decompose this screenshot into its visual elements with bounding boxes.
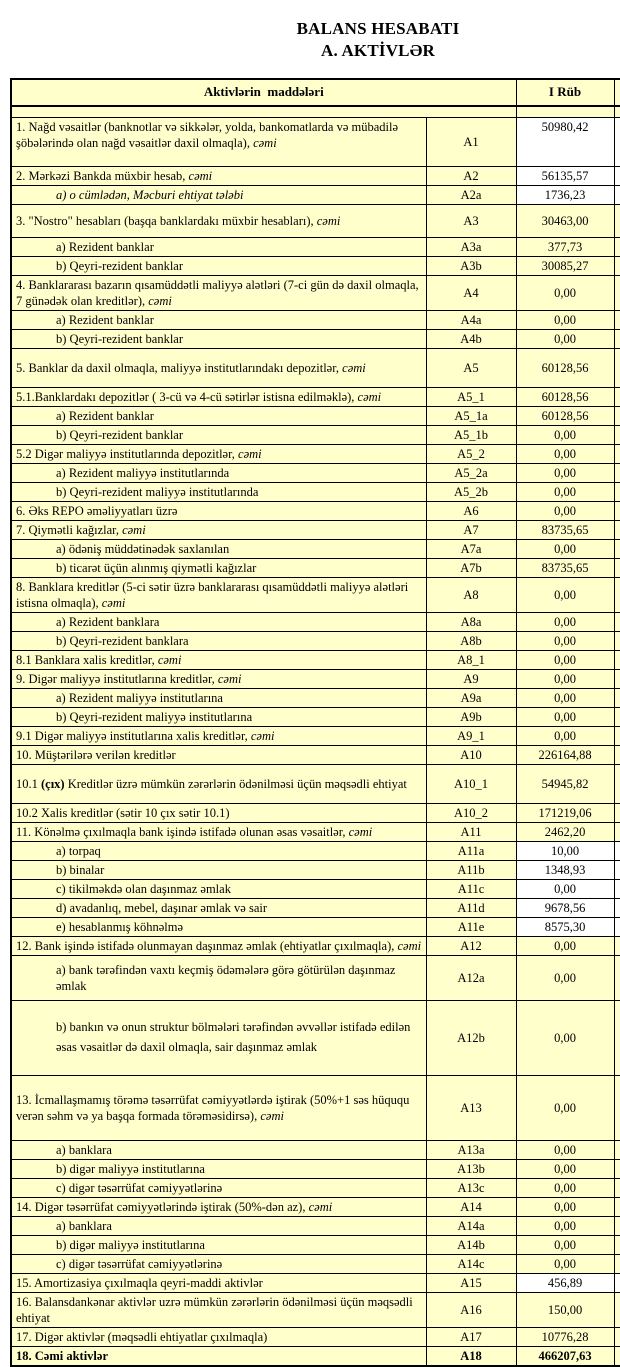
report-title-line1: BALANS HESABATI	[296, 19, 460, 38]
item-label: b) digər maliyyə institutlarına	[11, 1159, 426, 1178]
row-code: A7a	[426, 539, 516, 558]
item-label: 9.1 Digər maliyyə institutlarına xalis kreditlər, cəmi	[11, 726, 426, 745]
row-value: 0,00	[516, 482, 614, 501]
row-code: A11c	[426, 879, 516, 898]
next-period-cell-stub	[614, 558, 620, 577]
row-code: A11b	[426, 860, 516, 879]
header-next-period-stub	[614, 79, 620, 106]
item-label: 6. Əks REPO əməliyyatları üzrə	[11, 501, 426, 520]
table-row	[11, 1327, 620, 1346]
row-code: A8b	[426, 631, 516, 650]
row-value: 0,00	[516, 879, 614, 898]
spacer-cell	[614, 106, 620, 118]
table-row	[11, 822, 620, 841]
next-period-cell-stub	[614, 822, 620, 841]
row-code: A11e	[426, 917, 516, 936]
row-code: A5_2b	[426, 482, 516, 501]
next-period-cell-stub	[614, 275, 620, 310]
row-value: 0,00	[516, 707, 614, 726]
next-period-cell-stub	[614, 631, 620, 650]
row-value: 0,00	[516, 726, 614, 745]
table-row	[11, 707, 620, 726]
table-row	[11, 860, 620, 879]
item-label: a) Rezident banklar	[11, 237, 426, 256]
next-period-cell-stub	[614, 803, 620, 822]
row-code: A3b	[426, 256, 516, 275]
next-period-cell-stub	[614, 256, 620, 275]
next-period-cell-stub	[614, 204, 620, 237]
report-title	[0, 18, 620, 62]
table-row	[11, 558, 620, 577]
next-period-cell-stub	[614, 936, 620, 955]
row-code: A16	[426, 1292, 516, 1327]
item-label: a) banklara	[11, 1216, 426, 1235]
next-period-cell-stub	[614, 501, 620, 520]
table-row	[11, 955, 620, 1000]
row-value: 0,00	[516, 1075, 614, 1140]
row-value: 0,00	[516, 669, 614, 688]
row-code: A7	[426, 520, 516, 539]
row-value: 83735,65	[516, 558, 614, 577]
table-row	[11, 612, 620, 631]
row-value: 8575,30	[516, 917, 614, 936]
row-value: 50980,42	[516, 117, 614, 166]
item-label: e) hesablanmış köhnəlmə	[11, 917, 426, 936]
row-value: 2462,20	[516, 822, 614, 841]
row-code: A14a	[426, 1216, 516, 1235]
item-label: a) Rezident maliyyə institutlarında	[11, 463, 426, 482]
row-value: 0,00	[516, 688, 614, 707]
table-row	[11, 898, 620, 917]
item-label: 8. Banklara kreditlər (5-ci sətir üzrə banklararası qısamüddətli maliyyə alətləri istisna olmaqla), cəmi	[11, 577, 426, 612]
row-code: A17	[426, 1327, 516, 1346]
next-period-cell-stub	[614, 707, 620, 726]
item-label: 13. İcmallaşmamış törəmə təsərrüfat cəmiyyətlərdə iştirak (50%+1 səs hüququ verən səhm və ya başqa formada törəməsidirsə), cəmi	[11, 1075, 426, 1140]
spacer-row	[11, 106, 620, 118]
row-value: 60128,56	[516, 348, 614, 387]
next-period-cell-stub	[614, 917, 620, 936]
row-value: 456,89	[516, 1273, 614, 1292]
row-value: 0,00	[516, 1159, 614, 1178]
row-value: 0,00	[516, 650, 614, 669]
table-row	[11, 1273, 620, 1292]
row-value: 30085,27	[516, 256, 614, 275]
row-code: A5_1b	[426, 425, 516, 444]
next-period-cell-stub	[614, 444, 620, 463]
next-period-cell-stub	[614, 577, 620, 612]
table-row	[11, 387, 620, 406]
table-row	[11, 406, 620, 425]
item-label: b) Qeyri-rezident banklar	[11, 329, 426, 348]
next-period-cell-stub	[614, 166, 620, 185]
row-code: A13a	[426, 1140, 516, 1159]
item-label: b) ticarət üçün alınmış qiymətli kağızlar	[11, 558, 426, 577]
row-code: A10	[426, 745, 516, 764]
row-value: 9678,56	[516, 898, 614, 917]
row-code: A8	[426, 577, 516, 612]
row-code: A14c	[426, 1254, 516, 1273]
row-code: A5_2	[426, 444, 516, 463]
row-value: 0,00	[516, 1216, 614, 1235]
next-period-cell-stub	[614, 879, 620, 898]
row-value: 0,00	[516, 329, 614, 348]
row-value: 0,00	[516, 1178, 614, 1197]
next-period-cell-stub	[614, 539, 620, 558]
next-period-cell-stub	[614, 406, 620, 425]
item-label: 7. Qiymətli kağızlar, cəmi	[11, 520, 426, 539]
item-label: 18. Cəmi aktivlər	[11, 1346, 426, 1366]
row-value: 0,00	[516, 1254, 614, 1273]
row-code: A18	[426, 1346, 516, 1366]
item-label: b) binalar	[11, 860, 426, 879]
item-label: 5.1.Banklardakı depozitlər ( 3-cü və 4-cü sətirlər istisna edilməklə), cəmi	[11, 387, 426, 406]
row-code: A9	[426, 669, 516, 688]
table-row	[11, 1292, 620, 1327]
row-value: 56135,57	[516, 166, 614, 185]
next-period-cell-stub	[614, 117, 620, 166]
item-label: a) o cümlədən, Məcburi ehtiyat tələbi	[11, 185, 426, 204]
row-code: A11	[426, 822, 516, 841]
table-row	[11, 329, 620, 348]
table-row	[11, 577, 620, 612]
table-row	[11, 425, 620, 444]
item-label: 5.2 Digər maliyyə institutlarında depozitlər, cəmi	[11, 444, 426, 463]
row-value: 0,00	[516, 631, 614, 650]
row-value: 0,00	[516, 1235, 614, 1254]
row-code: A9a	[426, 688, 516, 707]
table-row	[11, 1235, 620, 1254]
row-code: A11a	[426, 841, 516, 860]
next-period-cell-stub	[614, 1197, 620, 1216]
table-row	[11, 1254, 620, 1273]
item-label: 1. Nağd vəsaitlər (banknotlar və sikkələr, yolda, bankomatlarda və mübadilə şöbələrində olan nağd vəsaitlər daxil olmaqla), cəmi	[11, 117, 426, 166]
spacer-cell	[516, 106, 614, 118]
row-value: 171219,06	[516, 803, 614, 822]
row-code: A1	[426, 117, 516, 166]
row-value: 30463,00	[516, 204, 614, 237]
table-row	[11, 444, 620, 463]
table-row	[11, 348, 620, 387]
item-label: 15. Amortizasiya çıxılmaqla qeyri-maddi aktivlər	[11, 1273, 426, 1292]
table-row	[11, 185, 620, 204]
table-row	[11, 726, 620, 745]
table-row	[11, 482, 620, 501]
row-value: 0,00	[516, 310, 614, 329]
next-period-cell-stub	[614, 669, 620, 688]
row-value: 60128,56	[516, 406, 614, 425]
next-period-cell-stub	[614, 1159, 620, 1178]
table-row	[11, 1000, 620, 1075]
table-row	[11, 1140, 620, 1159]
asset-table-body	[11, 117, 620, 1366]
item-label: c) tikilməkdə olan daşınmaz əmlak	[11, 879, 426, 898]
next-period-cell-stub	[614, 841, 620, 860]
row-code: A2	[426, 166, 516, 185]
table-row	[11, 1075, 620, 1140]
item-label: 17. Digər aktivlər (məqsədli ehtiyatlar çıxılmaqla)	[11, 1327, 426, 1346]
row-value: 10776,28	[516, 1327, 614, 1346]
row-code: A8a	[426, 612, 516, 631]
table-row	[11, 803, 620, 822]
row-code: A5	[426, 348, 516, 387]
table-row	[11, 501, 620, 520]
table-row	[11, 1346, 620, 1366]
spacer-cell	[11, 106, 516, 118]
item-label: c) digər təsərrüfat cəmiyyətlərinə	[11, 1178, 426, 1197]
row-code: A5_1	[426, 387, 516, 406]
next-period-cell-stub	[614, 329, 620, 348]
row-value: 0,00	[516, 936, 614, 955]
table-row	[11, 669, 620, 688]
next-period-cell-stub	[614, 1273, 620, 1292]
row-value: 54945,82	[516, 764, 614, 803]
next-period-cell-stub	[614, 463, 620, 482]
header-period-label: I Rüb	[516, 79, 614, 106]
table-row	[11, 917, 620, 936]
row-code: A3	[426, 204, 516, 237]
row-code: A6	[426, 501, 516, 520]
row-value: 466207,63	[516, 1346, 614, 1366]
table-row	[11, 936, 620, 955]
item-label: a) Rezident maliyyə institutlarına	[11, 688, 426, 707]
table-row	[11, 764, 620, 803]
next-period-cell-stub	[614, 764, 620, 803]
next-period-cell-stub	[614, 1346, 620, 1366]
row-code: A7b	[426, 558, 516, 577]
table-row	[11, 275, 620, 310]
item-label: 10.1 (çıx) Kreditlər üzrə mümkün zərərlərin ödənilməsi üçün məqsədli ehtiyat	[11, 764, 426, 803]
next-period-cell-stub	[614, 898, 620, 917]
row-code: A8_1	[426, 650, 516, 669]
item-label: a) Rezident banklara	[11, 612, 426, 631]
next-period-cell-stub	[614, 425, 620, 444]
table-row	[11, 841, 620, 860]
table-row	[11, 256, 620, 275]
item-label: 2. Mərkəzi Bankda müxbir hesab, cəmi	[11, 166, 426, 185]
table-row	[11, 310, 620, 329]
next-period-cell-stub	[614, 237, 620, 256]
row-value: 0,00	[516, 425, 614, 444]
row-code: A15	[426, 1273, 516, 1292]
row-value: 0,00	[516, 444, 614, 463]
item-label: a) bank tərəfindən vaxtı keçmiş ödəmələrə görə götürülən daşınmaz əmlak	[11, 955, 426, 1000]
row-code: A10_1	[426, 764, 516, 803]
item-label: 4. Banklararası bazarın qısamüddətli maliyyə alətləri (7-ci gün də daxil olmaqla, 7 günədək olan kreditlər), cəmi	[11, 275, 426, 310]
next-period-cell-stub	[614, 520, 620, 539]
next-period-cell-stub	[614, 310, 620, 329]
row-value: 377,73	[516, 237, 614, 256]
next-period-cell-stub	[614, 688, 620, 707]
item-label: a) Rezident banklar	[11, 406, 426, 425]
row-code: A2a	[426, 185, 516, 204]
next-period-cell-stub	[614, 1235, 620, 1254]
table-row	[11, 1178, 620, 1197]
row-code: A14	[426, 1197, 516, 1216]
next-period-cell-stub	[614, 387, 620, 406]
row-value: 0,00	[516, 1140, 614, 1159]
next-period-cell-stub	[614, 1254, 620, 1273]
item-label: b) digər maliyyə institutlarına	[11, 1235, 426, 1254]
row-value: 0,00	[516, 539, 614, 558]
row-value: 0,00	[516, 612, 614, 631]
table-row	[11, 520, 620, 539]
header-row	[11, 79, 620, 106]
next-period-cell-stub	[614, 1075, 620, 1140]
item-label: a) ödəniş müddətinədək saxlanılan	[11, 539, 426, 558]
row-code: A5_2a	[426, 463, 516, 482]
next-period-cell-stub	[614, 1292, 620, 1327]
item-label: 10. Müştərilərə verilən kreditlər	[11, 745, 426, 764]
table-row	[11, 463, 620, 482]
next-period-cell-stub	[614, 348, 620, 387]
table-row	[11, 1159, 620, 1178]
row-value: 0,00	[516, 463, 614, 482]
row-value: 0,00	[516, 1197, 614, 1216]
table-row	[11, 237, 620, 256]
table-row	[11, 745, 620, 764]
next-period-cell-stub	[614, 726, 620, 745]
row-code: A4a	[426, 310, 516, 329]
row-code: A4	[426, 275, 516, 310]
row-code: A13c	[426, 1178, 516, 1197]
item-label: b) Qeyri-rezident maliyyə institutlarına	[11, 707, 426, 726]
table-row	[11, 1216, 620, 1235]
item-label: 5. Banklar da daxil olmaqla, maliyyə institutlarındakı depozitlər, cəmi	[11, 348, 426, 387]
row-code: A4b	[426, 329, 516, 348]
row-value: 60128,56	[516, 387, 614, 406]
next-period-cell-stub	[614, 955, 620, 1000]
table-row	[11, 688, 620, 707]
item-label: a) torpaq	[11, 841, 426, 860]
table-row	[11, 539, 620, 558]
table-row	[11, 879, 620, 898]
item-label: 3. "Nostro" hesabları (başqa banklardakı müxbir hesabları), cəmi	[11, 204, 426, 237]
item-label: b) Qeyri-rezident banklara	[11, 631, 426, 650]
row-code: A3a	[426, 237, 516, 256]
row-code: A5_1a	[426, 406, 516, 425]
next-period-cell-stub	[614, 612, 620, 631]
row-code: A14b	[426, 1235, 516, 1254]
row-code: A11d	[426, 898, 516, 917]
row-code: A13	[426, 1075, 516, 1140]
item-label: b) Qeyri-rezident maliyyə institutlarında	[11, 482, 426, 501]
row-value: 0,00	[516, 1000, 614, 1075]
table-row	[11, 1197, 620, 1216]
balance-sheet-table	[10, 78, 620, 1367]
item-label: c) digər təsərrüfat cəmiyyətlərinə	[11, 1254, 426, 1273]
next-period-cell-stub	[614, 1140, 620, 1159]
row-value: 10,00	[516, 841, 614, 860]
item-label: d) avadanlıq, mebel, daşınar əmlak və sair	[11, 898, 426, 917]
item-label: 10.2 Xalis kreditlər (sətir 10 çıx sətir 10.1)	[11, 803, 426, 822]
item-label: 9. Digər maliyyə institutlarına kreditlər, cəmi	[11, 669, 426, 688]
item-label: 12. Bank işində istifadə olunmayan daşınmaz əmlak (ehtiyatlar çıxılmaqla), cəmi	[11, 936, 426, 955]
next-period-cell-stub	[614, 1178, 620, 1197]
item-label: a) Rezident banklar	[11, 310, 426, 329]
table-row	[11, 631, 620, 650]
row-value: 226164,88	[516, 745, 614, 764]
row-code: A12b	[426, 1000, 516, 1075]
row-code: A9b	[426, 707, 516, 726]
next-period-cell-stub	[614, 482, 620, 501]
item-label: b) bankın və onun struktur bölmələri tərəfindən əvvəllər istifadə edilən əsas vəsaitlər də daxil olmaqla, sair daşınmaz əmlak	[11, 1000, 426, 1075]
table-row	[11, 204, 620, 237]
next-period-cell-stub	[614, 745, 620, 764]
row-value: 83735,65	[516, 520, 614, 539]
row-code: A10_2	[426, 803, 516, 822]
next-period-cell-stub	[614, 1000, 620, 1075]
next-period-cell-stub	[614, 185, 620, 204]
row-code: A12	[426, 936, 516, 955]
row-value: 1348,93	[516, 860, 614, 879]
table-row	[11, 166, 620, 185]
table-row	[11, 650, 620, 669]
row-value: 0,00	[516, 275, 614, 310]
row-code: A12a	[426, 955, 516, 1000]
row-value: 0,00	[516, 501, 614, 520]
row-value: 150,00	[516, 1292, 614, 1327]
next-period-cell-stub	[614, 1216, 620, 1235]
row-code: A13b	[426, 1159, 516, 1178]
next-period-cell-stub	[614, 1327, 620, 1346]
report-title-line2: A. AKTİVLƏR	[321, 41, 435, 60]
header-items-label: Aktivlərin maddələri	[11, 79, 516, 106]
row-value: 1736,23	[516, 185, 614, 204]
row-value: 0,00	[516, 955, 614, 1000]
item-label: 11. Könəlmə çıxılmaqla bank işində istifadə olunan əsas vəsaitlər, cəmi	[11, 822, 426, 841]
item-label: a) banklara	[11, 1140, 426, 1159]
table-row	[11, 117, 620, 166]
item-label: 16. Balansdankənar aktivlər uzrə mümkün zərərlərin ödənilməsi üçün məqsədli ehtiyat	[11, 1292, 426, 1327]
item-label: b) Qeyri-rezident banklar	[11, 256, 426, 275]
row-value: 0,00	[516, 577, 614, 612]
next-period-cell-stub	[614, 860, 620, 879]
next-period-cell-stub	[614, 650, 620, 669]
item-label: 14. Digər təsərrüfat cəmiyyətlərində iştirak (50%-dən az), cəmi	[11, 1197, 426, 1216]
item-label: b) Qeyri-rezident banklar	[11, 425, 426, 444]
item-label: 8.1 Banklara xalis kreditlər, cəmi	[11, 650, 426, 669]
row-code: A9_1	[426, 726, 516, 745]
